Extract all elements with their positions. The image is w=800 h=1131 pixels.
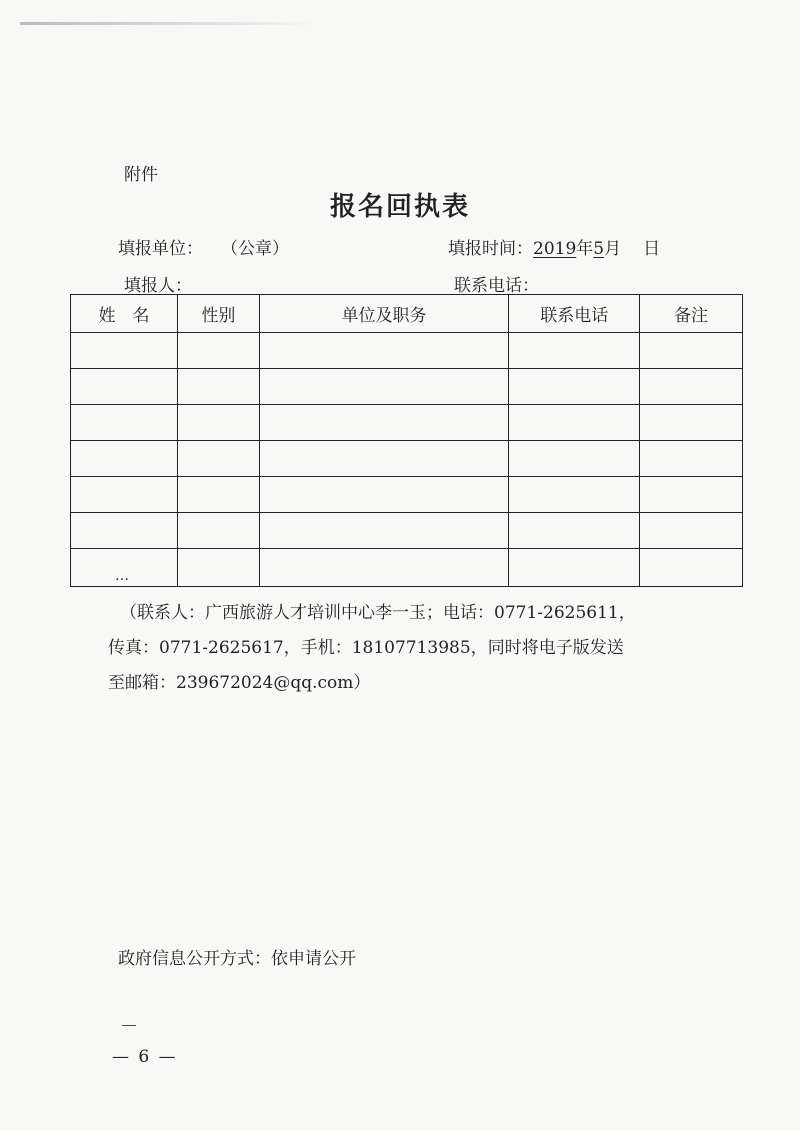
cell-remarks[interactable]	[640, 369, 743, 405]
cell-contact-phone[interactable]	[509, 369, 640, 405]
cell-name[interactable]	[71, 477, 178, 513]
cell-gender[interactable]	[177, 441, 259, 477]
header-remarks: 备注	[640, 295, 743, 333]
note-line-3: 至邮箱：239672024@qq.com）	[108, 673, 371, 693]
fill-year: 2019	[533, 239, 577, 259]
fill-unit	[118, 234, 289, 259]
cell-gender[interactable]	[177, 549, 259, 587]
day-char: 日	[643, 239, 661, 259]
cell-unit-position[interactable]	[259, 513, 509, 549]
cell-name[interactable]	[71, 441, 178, 477]
page-number: — 6 —	[112, 1047, 178, 1067]
fill-time	[448, 234, 660, 259]
table-row	[71, 369, 743, 405]
contact-phone-label: 联系电话：	[454, 276, 539, 296]
cell-remarks[interactable]	[640, 513, 743, 549]
cell-gender[interactable]	[177, 333, 259, 369]
cell-name[interactable]	[71, 405, 178, 441]
note-line-2: 传真：0771-2625617，手机：18107713985，同时将电子版发送	[108, 638, 624, 658]
header-gender: 性别	[177, 295, 259, 333]
cell-unit-position[interactable]	[259, 333, 509, 369]
cell-remarks[interactable]	[640, 333, 743, 369]
table-row	[71, 549, 743, 587]
cell-remarks[interactable]	[640, 477, 743, 513]
registration-table	[70, 294, 743, 587]
cell-contact-phone[interactable]	[509, 513, 640, 549]
cell-contact-phone[interactable]	[509, 477, 640, 513]
header-name: 姓 名	[71, 295, 178, 333]
filler-label: 填报人：	[124, 276, 192, 296]
header-unit-position: 单位及职务	[259, 295, 509, 333]
table-row	[71, 513, 743, 549]
cell-unit-position[interactable]	[259, 477, 509, 513]
table-row	[71, 477, 743, 513]
cell-remarks[interactable]	[640, 549, 743, 587]
table-header-row	[71, 295, 743, 333]
cell-remarks[interactable]	[640, 441, 743, 477]
attachment-label: 附件	[124, 165, 158, 185]
table-row	[71, 333, 743, 369]
ellipsis-cell: …	[71, 549, 178, 587]
cell-contact-phone[interactable]	[509, 441, 640, 477]
cell-name[interactable]	[71, 513, 178, 549]
cell-contact-phone[interactable]	[509, 405, 640, 441]
note-line-1: （联系人：广西旅游人才培训中心李一玉；电话：0771-2625611，	[120, 603, 636, 623]
form-title: 报名回执表	[329, 192, 470, 222]
fill-month: 5	[593, 239, 605, 259]
table-row	[71, 405, 743, 441]
cell-unit-position[interactable]	[259, 441, 509, 477]
month-char: 月	[604, 239, 622, 259]
cell-unit-position[interactable]	[259, 369, 509, 405]
year-char: 年	[576, 239, 594, 259]
cell-name[interactable]	[71, 369, 178, 405]
disclosure-method: 政府信息公开方式：依申请公开	[118, 949, 356, 969]
fill-time-label: 填报时间：	[448, 239, 533, 259]
scan-artifact	[20, 22, 320, 25]
contact-note	[108, 596, 728, 701]
cell-gender[interactable]	[177, 369, 259, 405]
cell-contact-phone[interactable]	[509, 333, 640, 369]
cell-gender[interactable]	[177, 405, 259, 441]
cell-remarks[interactable]	[640, 405, 743, 441]
cell-unit-position[interactable]	[259, 405, 509, 441]
fill-unit-label: 填报单位：	[118, 239, 203, 259]
cell-unit-position[interactable]	[259, 549, 509, 587]
header-contact-phone: 联系电话	[509, 295, 640, 333]
fill-unit-value: （公章）	[221, 239, 289, 259]
divider	[122, 1025, 136, 1026]
cell-gender[interactable]	[177, 513, 259, 549]
cell-name[interactable]	[71, 333, 178, 369]
cell-contact-phone[interactable]	[509, 549, 640, 587]
cell-gender[interactable]	[177, 477, 259, 513]
table-row	[71, 441, 743, 477]
